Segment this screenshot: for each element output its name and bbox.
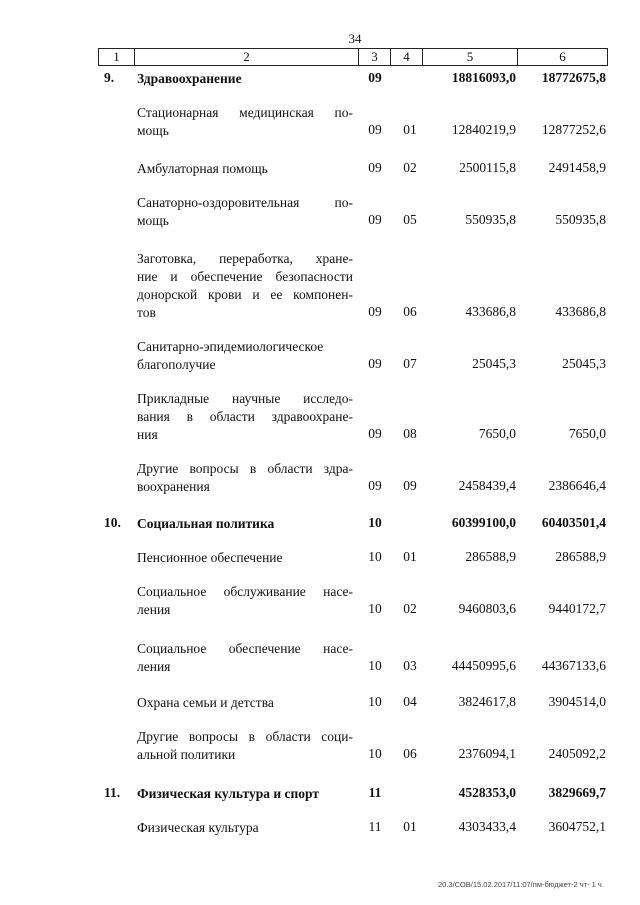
row-number: 10.: [104, 515, 121, 530]
row-name-line: Заготовка, переработка, хране-: [137, 251, 353, 266]
amount-col-6: 550935,8: [555, 212, 606, 227]
amount-col-6: 12877252,6: [541, 122, 606, 137]
amount-col-5: 44450995,6: [451, 658, 516, 673]
subsection-code: 05: [403, 212, 417, 227]
row-name: [137, 515, 353, 533]
row-name: [137, 694, 353, 712]
subsection-code: 06: [403, 304, 417, 319]
subsection-code: 01: [403, 549, 417, 564]
row-name: [137, 70, 353, 88]
section-code: 10: [368, 549, 382, 564]
amount-col-6: 25045,3: [562, 356, 606, 371]
section-code: 09: [368, 70, 382, 85]
amount-col-5: 2500115,8: [459, 160, 516, 175]
subsection-code: 08: [403, 426, 417, 441]
row-name-line: Социальная политика: [137, 516, 275, 531]
section-code: 10: [368, 515, 382, 530]
row-name: [137, 583, 353, 619]
row-name-line: тов: [137, 305, 156, 320]
section-code: 09: [368, 304, 382, 319]
row-name: [137, 250, 353, 322]
header-col-1: 1: [99, 49, 135, 65]
amount-col-6: 2491458,9: [548, 160, 606, 175]
row-name-line: мощь: [137, 123, 169, 138]
section-code: 11: [368, 785, 382, 800]
amount-col-5: 433686,8: [465, 304, 516, 319]
section-code: 09: [368, 426, 382, 441]
header-col-4: 4: [391, 49, 423, 65]
subsection-code: 01: [403, 819, 417, 834]
amount-col-5: 550935,8: [465, 212, 516, 227]
row-name-line: ления: [137, 602, 171, 617]
section-code: 09: [368, 212, 382, 227]
section-code: 09: [368, 122, 382, 137]
row-name-line: Стационарная медицинская по-: [137, 105, 353, 120]
section-code: 09: [368, 160, 382, 175]
row-number: 11.: [104, 785, 121, 800]
row-name: [137, 549, 353, 567]
row-name-line: Социальное обеспечение насе-: [137, 641, 353, 656]
row-name-line: Охрана семьи и детства: [137, 695, 274, 710]
amount-col-5: 7650,0: [478, 426, 516, 441]
amount-col-5: 60399100,0: [451, 515, 516, 530]
row-name: [137, 728, 353, 764]
amount-col-6: 3829669,7: [548, 785, 606, 800]
amount-col-6: 9440172,7: [548, 601, 606, 616]
amount-col-6: 44367133,6: [541, 658, 606, 673]
section-code: 10: [368, 694, 382, 709]
row-name: [137, 104, 353, 140]
table-header: [98, 48, 608, 66]
amount-col-6: 3604752,1: [548, 819, 606, 834]
header-col-6: 6: [559, 49, 566, 64]
row-name-line: Физическая культура: [137, 820, 259, 835]
page-number: 34: [348, 31, 362, 46]
amount-col-6: 7650,0: [568, 426, 606, 441]
row-name-line: Другие вопросы в области соци-: [137, 729, 353, 744]
row-name-line: воохранения: [137, 479, 210, 494]
row-name-line: Санитарно-эпидемиологическое: [137, 339, 324, 354]
section-code: 10: [368, 601, 382, 616]
row-name-line: мощь: [137, 213, 169, 228]
subsection-code: 02: [403, 160, 417, 175]
amount-col-5: 18816093,0: [451, 70, 516, 85]
row-name-line: Физическая культура и спорт: [137, 786, 320, 801]
row-name-line: донорской крови и ее компонен-: [137, 287, 353, 302]
row-name-line: ния: [137, 427, 158, 442]
section-code: 09: [368, 356, 382, 371]
amount-col-6: 18772675,8: [541, 70, 606, 85]
row-name-line: ления: [137, 659, 171, 674]
amount-col-6: 3904514,0: [548, 694, 606, 709]
amount-col-5: 4303433,4: [458, 819, 516, 834]
subsection-code: 07: [403, 356, 417, 371]
subsection-code: 02: [403, 601, 417, 616]
subsection-code: 01: [403, 122, 417, 137]
amount-col-5: 12840219,9: [451, 122, 516, 137]
section-code: 11: [368, 819, 382, 834]
row-name: [137, 785, 353, 803]
amount-col-6: 2405092,2: [548, 746, 606, 761]
section-code: 09: [368, 478, 382, 493]
row-number: 9.: [104, 70, 115, 85]
row-name-line: благополучие: [137, 357, 216, 372]
subsection-code: 04: [403, 694, 417, 709]
amount-col-6: 2386646,4: [548, 478, 606, 493]
amount-col-5: 9460803,6: [458, 601, 516, 616]
row-name-line: Прикладные научные исследо-: [137, 391, 353, 406]
row-name: [137, 160, 353, 178]
row-name-line: Санаторно-оздоровительная по-: [137, 195, 353, 210]
amount-col-6: 286588,9: [555, 549, 606, 564]
amount-col-5: 2458439,4: [458, 478, 516, 493]
row-name: [137, 819, 353, 837]
amount-col-5: 25045,3: [472, 356, 516, 371]
row-name-line: альной политики: [137, 747, 236, 762]
amount-col-5: 4528353,0: [458, 785, 516, 800]
header-col-5: 5: [423, 49, 518, 65]
row-name: [137, 338, 353, 374]
header-col-2: 2: [135, 49, 359, 65]
document-footer: 20.3/СОВ/15.02.2017/11:07/пм-бюджет-2 чт- 1 ч.: [438, 880, 604, 889]
row-name: [137, 194, 353, 230]
row-name: [137, 640, 353, 676]
subsection-code: 09: [403, 478, 417, 493]
row-name-line: Амбулаторная помощь: [137, 161, 268, 176]
row-name-line: Другие вопросы в области здра-: [137, 461, 353, 476]
amount-col-5: 3824617,8: [458, 694, 516, 709]
row-name-line: ние и обеспечение безопасности: [137, 269, 353, 284]
amount-col-6: 433686,8: [555, 304, 606, 319]
subsection-code: 03: [403, 658, 417, 673]
row-name-line: Здравоохранение: [137, 71, 242, 86]
row-name: [137, 460, 353, 496]
amount-col-5: 286588,9: [465, 549, 516, 564]
row-name-line: Пенсионное обеспечение: [137, 550, 283, 565]
row-name: [137, 390, 353, 444]
section-code: 10: [368, 746, 382, 761]
row-name-line: вания в области здравоохране-: [137, 409, 353, 424]
amount-col-5: 2376094,1: [458, 746, 516, 761]
row-name-line: Социальное обслуживание насе-: [137, 584, 353, 599]
amount-col-6: 60403501,4: [541, 515, 606, 530]
subsection-code: 06: [403, 746, 417, 761]
section-code: 10: [368, 658, 382, 673]
header-col-3: 3: [359, 49, 391, 65]
